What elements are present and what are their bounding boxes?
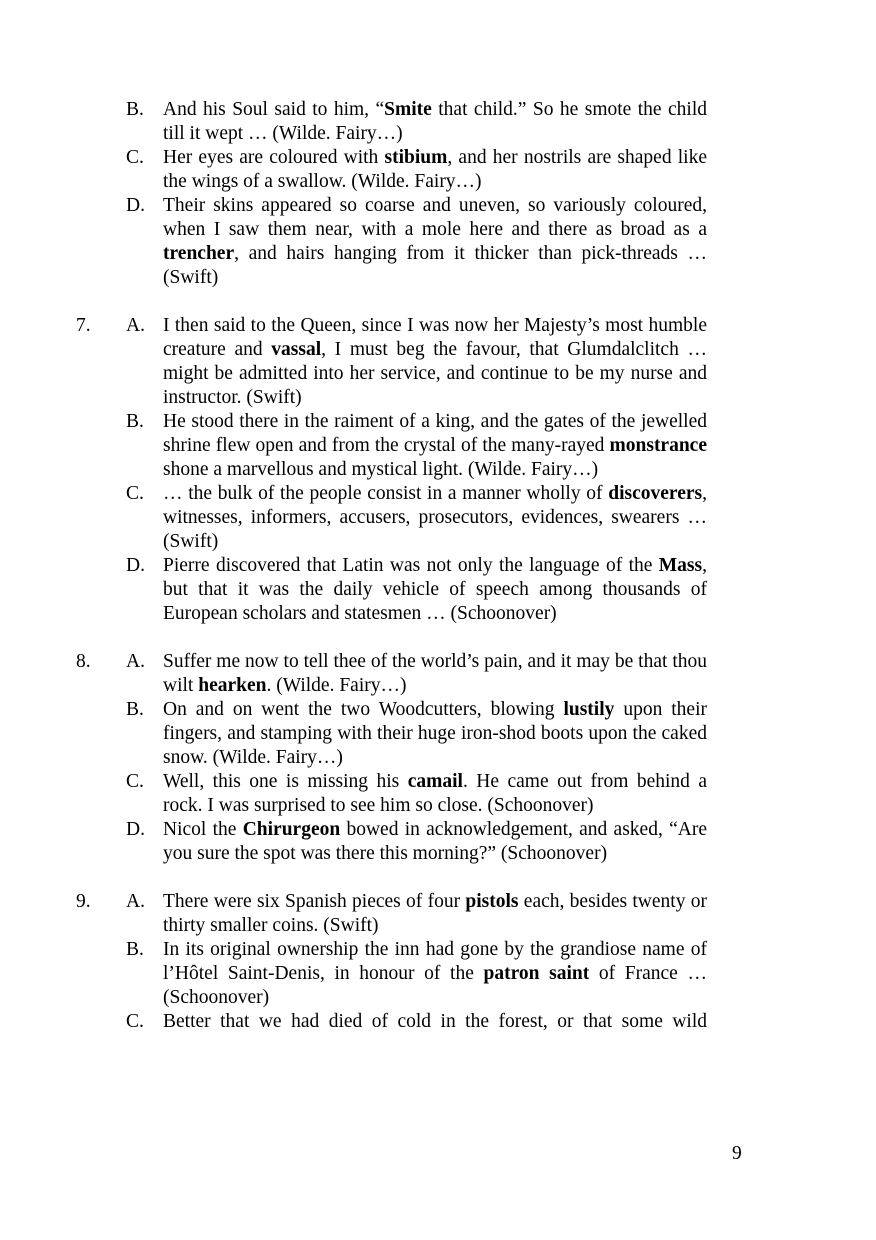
option-row [0,1010,876,1034]
option-letter: C. [126,1011,144,1032]
option-letter: A. [126,651,145,672]
keyword: camail [407,771,463,792]
option-row [0,410,876,482]
exercise-content [0,98,876,1058]
text-run: that child.” So he smote the child till it wept … (Wilde. Fairy…) [163,99,708,144]
option-row [0,482,876,554]
option-letter: D. [126,819,145,840]
question-8 [0,650,876,866]
option-text [163,818,707,866]
option-letter: A. [126,315,145,336]
option-row [0,890,876,938]
text-run: , and hairs hanging from it thicker than pick-threads … (Swift) [163,243,707,288]
text-run: Nicol the [163,819,243,840]
option-letter: B. [126,411,144,432]
text-run: I then said to the Queen, since I was now her Majesty’s most humble creature and [163,315,707,360]
text-run: On and on went the two Woodcutters, blowing [163,699,564,720]
option-row [0,770,876,818]
keyword: stibium [384,147,448,168]
question-number: 9. [76,891,91,912]
text-run: , and her nostrils are shaped like the wings of a swallow. (Wilde. Fairy…) [163,147,708,192]
keyword: vassal [271,339,322,360]
option-text [163,146,707,194]
question-7 [0,314,876,626]
text-run: , I must beg the favour, that Glumdalclitch … might be admitted into her service, and continue to be my nurse and instructor. (Swift) [163,339,707,408]
text-run: , witnesses, informers, accusers, prosecutors, evidences, swearers … (Swift) [163,483,707,552]
option-text [163,650,707,698]
text-run: He stood there in the raiment of a king, and the gates of the jewelled shrine flew open and from the crystal of the many-rayed [163,411,707,456]
text-run: , but that it was the daily vehicle of speech among thousands of European scholars and statesmen … (Schoonover) [163,555,707,624]
option-letter: C. [126,483,144,504]
question-6-continued [0,98,876,290]
text-run: There were six Spanish pieces of four [163,891,466,912]
text-run: Pierre discovered that Latin was not only the language of the [163,555,659,576]
text-run: shone a marvellous and mystical light. (Wilde. Fairy…) [163,459,599,480]
text-run: And his Soul said to him, “ [163,99,385,120]
option-text [163,554,707,626]
option-letter: B. [126,99,144,120]
option-text [163,194,707,290]
text-run: . (Wilde. Fairy…) [266,675,407,696]
keyword: Smite [384,99,432,120]
option-text [163,98,707,146]
option-row [0,650,876,698]
text-run: … the bulk of the people consist in a manner wholly of [163,483,609,504]
option-text [163,698,707,770]
option-letter: B. [126,699,144,720]
option-row [0,194,876,290]
option-row [0,938,876,1010]
text-run: bowed in acknowledgement, and asked, “Are you sure the spot was there this morning?” (Schoonover) [163,819,707,864]
text-run: In its original ownership the inn had gone by the grandiose name of l’Hôtel Saint-Denis, in honour of the [163,939,707,984]
option-row [0,698,876,770]
keyword: pistols [465,891,519,912]
keyword: patron saint [483,963,590,984]
option-text [163,890,707,938]
keyword: Mass [658,555,703,576]
text-run: each, besides twenty or thirty smaller coins. (Swift) [163,891,707,936]
option-text [163,410,707,482]
text-run: . He came out from behind a rock. I was surprised to see him so close. (Schoonover) [163,771,708,816]
option-row [0,314,876,410]
text-run: Her eyes are coloured with [163,147,385,168]
keyword: monstrance [609,435,707,456]
option-text [163,482,707,554]
option-row [0,146,876,194]
option-text [163,770,707,818]
option-text [163,1010,707,1034]
text-run: of France … (Schoonover) [163,963,707,1008]
option-letter: D. [126,555,145,576]
keyword: hearken [198,675,267,696]
keyword: lustily [563,699,615,720]
text-run: Better that we had died of cold in the forest, or that some wild [163,1011,707,1032]
option-row [0,98,876,146]
keyword: Chirurgeon [242,819,341,840]
text-run: upon their fingers, and stamping with their huge iron-shod boots upon the caked snow. (Wilde. Fairy…) [163,699,707,768]
option-letter: C. [126,771,144,792]
option-text [163,938,707,1010]
keyword: trencher [163,243,235,264]
option-letter: A. [126,891,145,912]
text-run: Well, this one is missing his [163,771,408,792]
text-run: Suffer me now to tell thee of the world’s pain, and it may be that thou wilt [163,651,707,696]
option-row [0,818,876,866]
option-letter: B. [126,939,144,960]
page-number: 9 [732,1143,742,1164]
question-number: 7. [76,315,91,336]
option-text [163,314,707,410]
question-number: 8. [76,651,91,672]
text-run: Their skins appeared so coarse and uneven, so variously coloured, when I saw them near, with a mole here and there as broad as a [163,195,707,240]
option-row [0,554,876,626]
option-letter: C. [126,147,144,168]
question-9 [0,890,876,1034]
option-letter: D. [126,195,145,216]
keyword: discoverers [608,483,703,504]
